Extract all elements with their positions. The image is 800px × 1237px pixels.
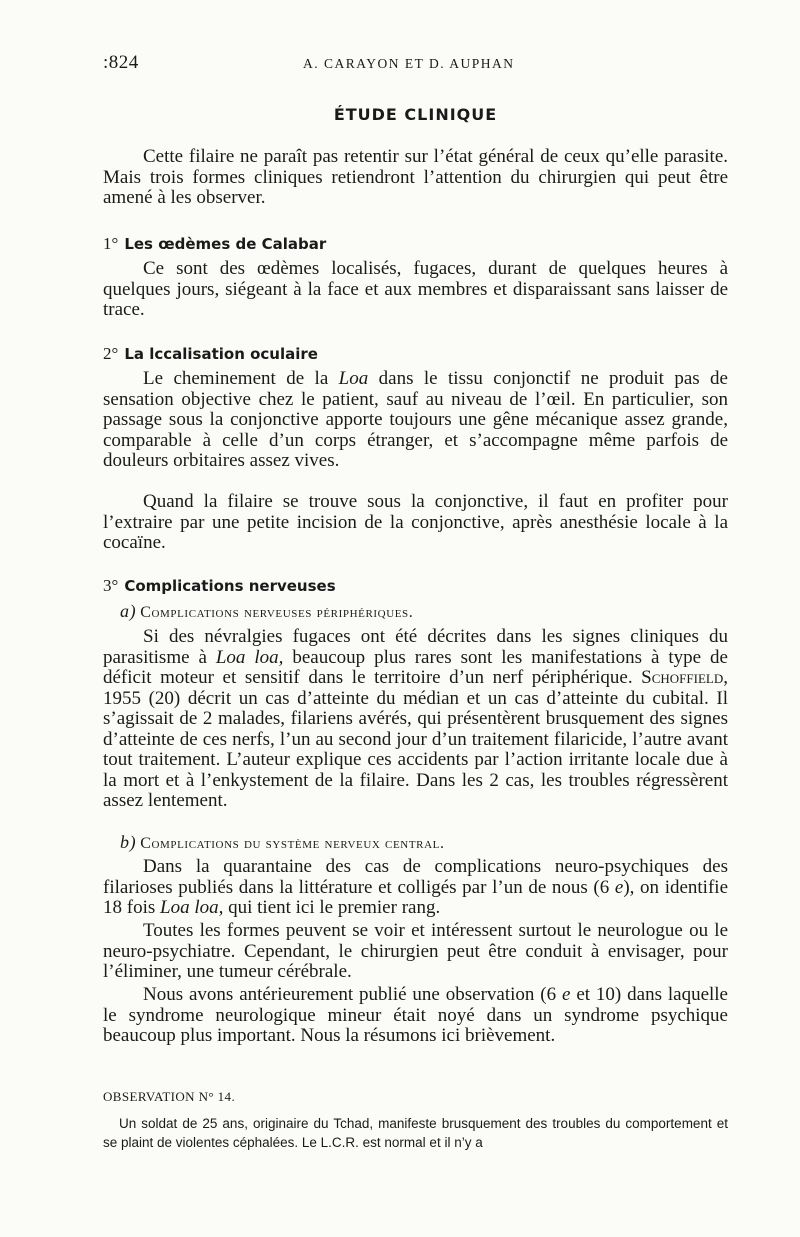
page-number: :824 <box>103 52 139 73</box>
subheading-text: Complications du système nerveux central. <box>140 835 445 852</box>
heading-number: 1° <box>103 234 119 253</box>
peripheriques-paragraph <box>103 627 728 812</box>
italic-run: Loa loa, <box>215 646 284 668</box>
observation-paragraph <box>103 1114 728 1152</box>
oedemes-paragraph <box>103 259 728 321</box>
subheading-central <box>120 832 445 853</box>
running-title: A. CARAYON ET D. AUPHAN <box>303 56 515 71</box>
heading-number: 3° <box>103 576 119 595</box>
italic-run: Loa <box>338 368 369 389</box>
text-run: et 10) dans laquelle le syndrome neurologique mineur était noyé dans un syndrome psychique beaucoup plus important. Nous la résumons ici brièvement. <box>103 984 728 1046</box>
text-run: ), on identifie 18 fois <box>103 876 729 918</box>
italic-run: Loa loa, <box>160 897 224 918</box>
heading-nerveuses <box>103 576 336 596</box>
observation-text: Un soldat de 25 ans, originaire du Tchad, manifeste brusquement des troubles du comportement et se plaint de violentes céphalées. Le L.C.R. est normal et il n’y a <box>103 1116 728 1150</box>
italic-run: e <box>562 984 571 1005</box>
text-run: Le cheminement de la <box>143 368 339 389</box>
subheading-peripheriques <box>120 601 413 622</box>
heading-number: 2° <box>103 344 119 363</box>
central-text-3 <box>103 985 728 1047</box>
text-run: Nous avons antérieurement publié une observation (6 <box>143 984 562 1005</box>
author-name: Schoffield, <box>641 667 728 688</box>
heading-text: La lccalisation oculaire <box>124 345 318 363</box>
text-run: Si des névralgies fugaces ont été décrites dans les signes cliniques du parasitisme à <box>103 626 728 668</box>
central-text-2: Toutes les formes peuvent se voir et intéressent surtout le neurologue ou le neuro-psychiatre. Cependant, le chirurgien peut être conduit à envisager, pour l’éliminer, une tumeur cérébrale. <box>103 920 728 982</box>
oculaire-text-2: Quand la filaire se trouve sous la conjonctive, il faut en profiter pour l’extraire par une petite incision de la conjonctive, après anesthésie locale à la cocaïne. <box>103 491 728 553</box>
heading-text: Complications nerveuses <box>124 577 336 595</box>
central-text-1 <box>103 857 728 919</box>
intro-paragraph <box>103 147 728 209</box>
italic-run: e <box>614 876 624 898</box>
text-run: beaucoup plus rares sont les manifestations à type de déficit moteur et sensitif dans le territoire d’un nerf périphérique. <box>103 646 728 688</box>
text-run: dans le tissu conjonctif ne produit pas de sensation objective chez le patient, sauf au niveau de l’œil. En particulier, son passage sous la conjonctive apporte toujours une gêne mécanique assez grande, comparable à celle d’un corps étranger, et s’accompagne même parfois de douleurs orbitaires assez vives. <box>103 368 728 471</box>
text-run: Dans la quarantaine des cas de complications neuro-psychiques des filarioses publiés dans la littérature et colligés par l’un de nous (6 <box>103 856 728 898</box>
peripheriques-text <box>103 627 728 812</box>
subheading-text: Complications nerveuses périphériques. <box>140 604 414 621</box>
oedemes-text: Ce sont des œdèmes localisés, fugaces, durant de quelques heures à quelques jours, siégeant à la face et aux membres et disparaissant sans laisser de trace. <box>103 258 728 320</box>
oculaire-paragraph-1 <box>103 369 728 472</box>
central-paragraph-3 <box>103 985 728 1047</box>
section-title: ÉTUDE CLINIQUE <box>333 105 498 124</box>
heading-oedemes <box>103 234 326 254</box>
text-run: qui tient ici le premier rang. <box>223 897 441 918</box>
oculaire-paragraph-2 <box>103 492 728 554</box>
intro-text: Cette filaire ne paraît pas retentir sur l’état général de ceux qu’elle parasite. Mais trois formes cliniques retiendront l’attention du chirurgien qui peut être amené à les observer. <box>103 146 728 208</box>
central-paragraph-2 <box>103 921 728 983</box>
subheading-letter: a) <box>120 601 137 621</box>
subheading-letter: b) <box>120 832 137 852</box>
heading-oculaire <box>103 344 318 364</box>
text-run: 1955 (20) décrit un cas d’atteinte du médian et un cas d’atteinte du cubital. Il s’agissait de 2 malades, filariens avérés, qui présentèrent brusquement des signes d’atteinte de ces nerfs, l’un au second jour d’un traitement filaricide, l’autre avant tout traitement. L’auteur explique ces accidents par l’action irritante locale due à la mort et à l’enkystement de la filaire. Dans les 2 cas, les troubles régressèrent assez lentement. <box>103 687 728 811</box>
observation-title: OBSERVATION N° 14. <box>103 1089 236 1104</box>
heading-text: Les œdèmes de Calabar <box>124 235 327 253</box>
central-paragraph-1 <box>103 857 728 919</box>
page-header <box>103 52 728 74</box>
oculaire-text-1 <box>103 369 728 472</box>
